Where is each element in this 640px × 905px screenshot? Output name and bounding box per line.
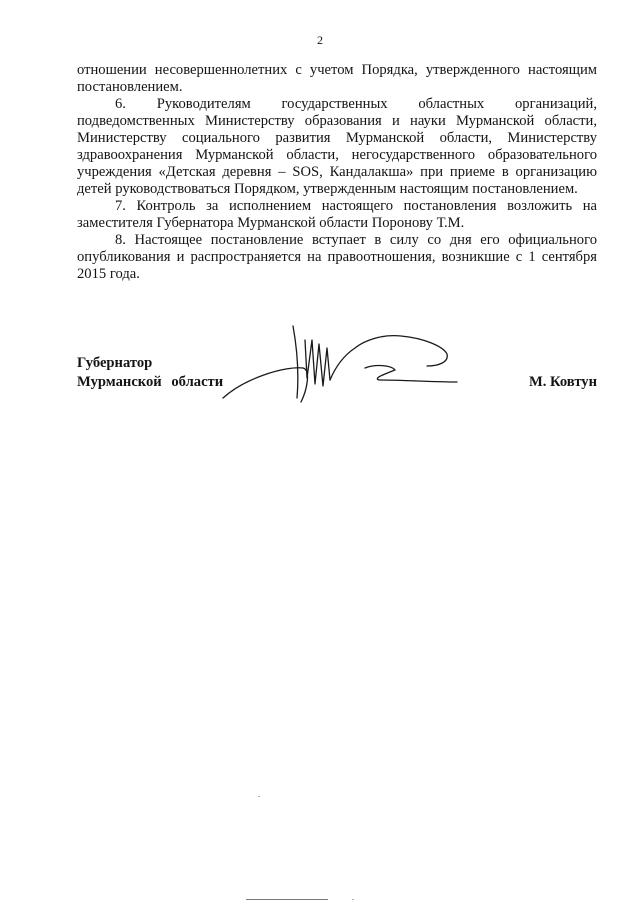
- document-body: [77, 62, 597, 283]
- footer-rule: [246, 899, 328, 900]
- scan-speck: [352, 899, 354, 900]
- scan-speck: [258, 796, 260, 797]
- paragraph-item-8: 8. Настоящее постановление вступает в силу со дня его официального опубликования и распространяется на правоотношения, возникшие с 1 сентября 2015 года.: [77, 232, 597, 282]
- signature-block: [77, 354, 597, 392]
- page-number: 2: [317, 33, 323, 47]
- signatory-name: М. Ковтун: [528, 374, 597, 390]
- paragraph-item-7: 7. Контроль за исполнением настоящего постановления возложить на заместителя Губернатора Мурманской области Поронову Т.М.: [77, 198, 597, 231]
- signatory-title-line-2: Мурманской области: [77, 374, 224, 390]
- paragraph-continuation: отношении несовершеннолетних с учетом Порядка, утвержденного настоящим постановлением.: [77, 62, 597, 95]
- signatory-title-line-1: Губернатор: [77, 355, 153, 371]
- paragraph-item-6: 6. Руководителям государственных областных организаций, подведомственных Министерству образования и науки Мурманской области, Министерству социального развития Мурманской области, Министерству здравоохранения Мурманской области, негосударственного образовательного учреждения «Детская деревня – SOS, Кандалакша» при приеме в организацию детей руководствоваться Порядком, утвержденным настоящим постановлением.: [77, 96, 597, 197]
